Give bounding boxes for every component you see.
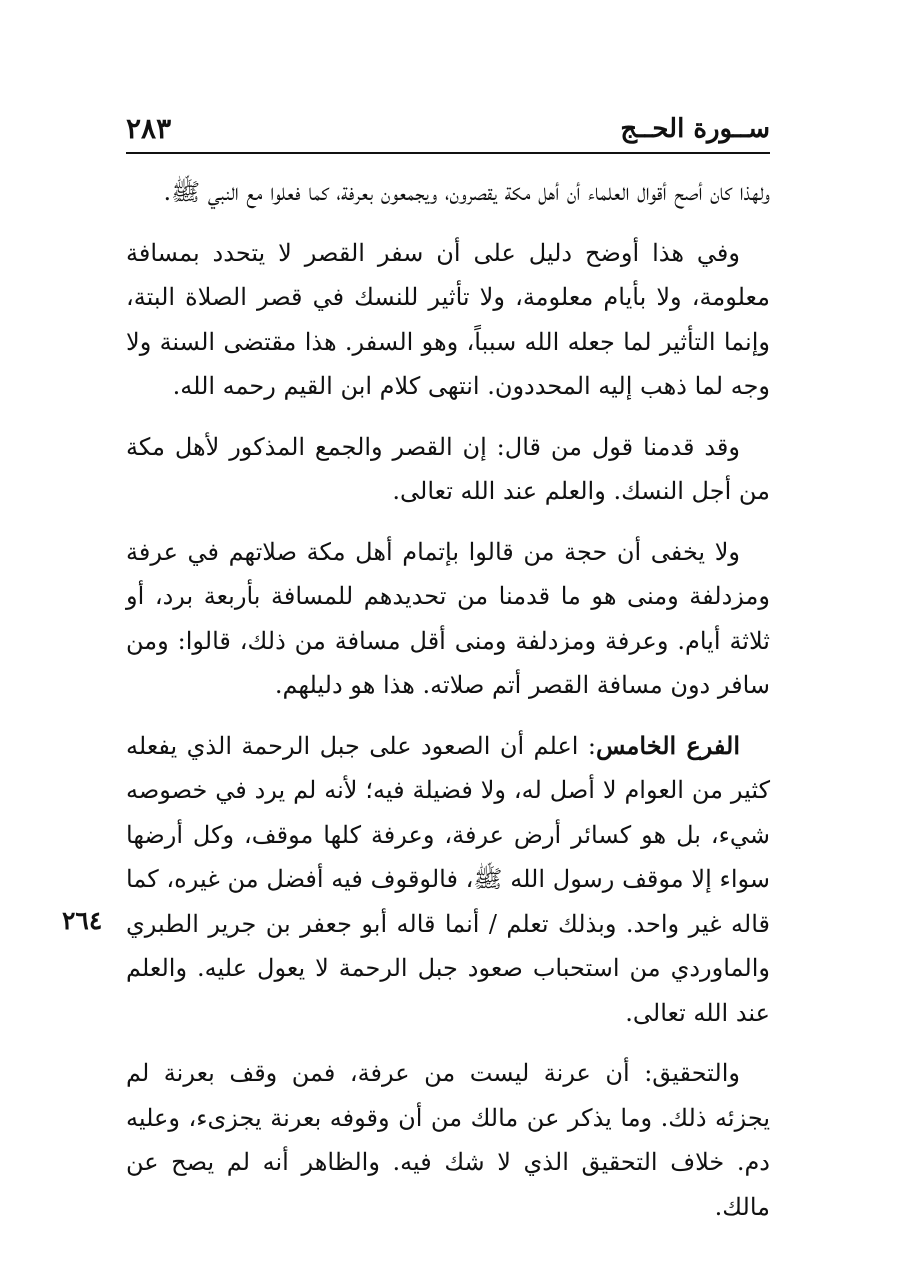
page-header [126,108,770,152]
paragraph-2: وفي هذا أوضح دليل على أن سفر القصر لا يتحدد بمسافة معلومة، ولا بأيام معلومة، ولا تأثير للنسك في قصر الصلاة البتة، وإنما التأثير لما جعله الله سبباً، وهو السفر. هذا مقتضى السنة ولا وجه لما ذهب إليه المحددون. انتهى كلام ابن القيم رحمه الله. [126,238,770,400]
paragraph-last: والتحقيق: أن عرنة ليست من عرفة، فمن وقف بعرنة لم يجزئه ذلك. وما يذكر عن مالك من أن وقوفه بعرنة يجزىء، وعليه دم. خلاف التحقيق الذي لا شك فيه. والظاهر أنه لم يصح عن مالك. [126,1059,770,1221]
paragraph-4: ولا يخفى أن حجة من قالوا بإتمام أهل مكة صلاتهم في عرفة ومزدلفة ومنى هو ما قدمنا من تحديدهم للمسافة بأربعة برد، أو ثلاثة أيام. وعرفة ومزدلفة ومنى أقل مسافة من ذلك، قالوا: ومن سافر دون مسافة القصر أتم صلاته. هذا هو دليلهم. [126,537,770,699]
section-heading: الفرع الخامس [595,730,740,760]
margin-page-reference: ٢٦٤ [62,906,103,935]
paragraph-3: وقد قدمنا قول من قال: إن القصر والجمع المذكور لأهل مكة من أجل النسك. والعلم عند الله تعالى. [126,432,770,505]
header-divider [126,152,770,154]
section-text: : اعلم أن الصعود على جبل الرحمة الذي يفعله كثير من العوام لا أصل له، ولا فضيلة فيه؛ لأنه لم يرد في خصوصه شيء، بل هو كسائر أرض عرفة، وعرفة كلها موقف، وكل أرضها سواء إلا موقف رسول الله ﷺ، فالوقوف فيه أفضل من غيره، كما قاله غير واحد. وبذلك تعلم / أنما قاله أبو جعفر بن جرير الطبري والماوردي من استحباب صعود جبل الرحمة لا يعول عليه. والعلم عند الله تعالى. [126,731,770,1027]
paragraph-fifth-branch [126,724,770,1036]
paragraph-1: ولهذا كان أصح أقوال العلماء أن أهل مكة يقصرون، ويجمعون بعرفة، كما فعلوا مع النبي ﷺ. [163,178,770,206]
page-body [126,170,770,1245]
page-number: ٢٨٣ [126,112,172,145]
surah-title: ســورة الحــج [620,114,770,144]
